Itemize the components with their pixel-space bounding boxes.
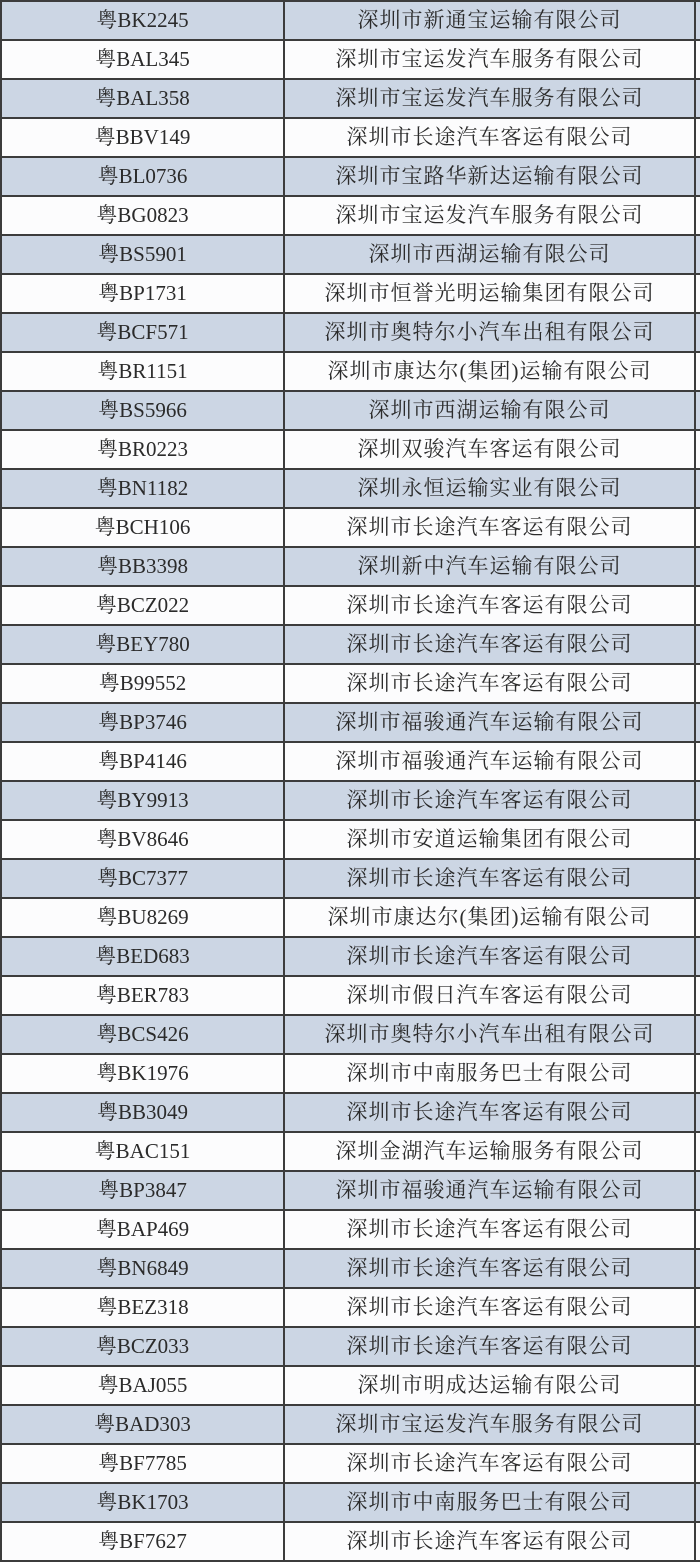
plate-cell: 粤BN6849 bbox=[0, 1250, 285, 1287]
plate-cell: 粤BP4146 bbox=[0, 743, 285, 780]
company-cell: 深圳市长途汽车客运有限公司 bbox=[285, 782, 696, 819]
company-cell: 深圳双骏汽车客运有限公司 bbox=[285, 431, 696, 468]
company-cell: 深圳市恒誉光明运输集团有限公司 bbox=[285, 275, 696, 312]
company-cell: 深圳市长途汽车客运有限公司 bbox=[285, 1094, 696, 1131]
table-row bbox=[0, 470, 700, 509]
table-row bbox=[0, 977, 700, 1016]
table-row bbox=[0, 158, 700, 197]
table-row bbox=[0, 353, 700, 392]
table-row bbox=[0, 899, 700, 938]
right-edge-sliver bbox=[696, 860, 700, 897]
right-edge-sliver bbox=[696, 704, 700, 741]
company-cell: 深圳市福骏通汽车运输有限公司 bbox=[285, 743, 696, 780]
plate-cell: 粤BF7785 bbox=[0, 1445, 285, 1482]
plate-cell: 粤BG0823 bbox=[0, 197, 285, 234]
plate-cell: 粤BAP469 bbox=[0, 1211, 285, 1248]
right-edge-sliver bbox=[696, 392, 700, 429]
plate-cell: 粤BCF571 bbox=[0, 314, 285, 351]
right-edge-sliver bbox=[696, 1016, 700, 1053]
right-edge-sliver bbox=[696, 938, 700, 975]
right-edge-sliver bbox=[696, 977, 700, 1014]
company-cell: 深圳市长途汽车客运有限公司 bbox=[285, 665, 696, 702]
company-cell: 深圳市宝路华新达运输有限公司 bbox=[285, 158, 696, 195]
company-cell: 深圳永恒运输实业有限公司 bbox=[285, 470, 696, 507]
right-edge-sliver bbox=[696, 236, 700, 273]
table-row bbox=[0, 236, 700, 275]
table-row bbox=[0, 80, 700, 119]
right-edge-sliver bbox=[696, 80, 700, 117]
company-cell: 深圳市奥特尔小汽车出租有限公司 bbox=[285, 314, 696, 351]
company-cell: 深圳市福骏通汽车运输有限公司 bbox=[285, 1172, 696, 1209]
right-edge-sliver bbox=[696, 1367, 700, 1404]
company-cell: 深圳市长途汽车客运有限公司 bbox=[285, 1328, 696, 1365]
table-row bbox=[0, 1445, 700, 1484]
plate-cell: 粤BP3847 bbox=[0, 1172, 285, 1209]
company-cell: 深圳市宝运发汽车服务有限公司 bbox=[285, 80, 696, 117]
right-edge-sliver bbox=[696, 821, 700, 858]
plate-cell: 粤BCZ033 bbox=[0, 1328, 285, 1365]
company-cell: 深圳市安道运输集团有限公司 bbox=[285, 821, 696, 858]
plate-cell: 粤BY9913 bbox=[0, 782, 285, 819]
table-row bbox=[0, 1211, 700, 1250]
right-edge-sliver bbox=[696, 1289, 700, 1326]
plate-cell: 粤BF7627 bbox=[0, 1523, 285, 1560]
company-cell: 深圳金湖汽车运输服务有限公司 bbox=[285, 1133, 696, 1170]
company-cell: 深圳市奥特尔小汽车出租有限公司 bbox=[285, 1016, 696, 1053]
company-cell: 深圳市西湖运输有限公司 bbox=[285, 392, 696, 429]
table-row bbox=[0, 743, 700, 782]
table-row bbox=[0, 860, 700, 899]
right-edge-sliver bbox=[696, 665, 700, 702]
table-row bbox=[0, 1055, 700, 1094]
company-cell: 深圳市福骏通汽车运输有限公司 bbox=[285, 704, 696, 741]
plate-cell: 粤BP3746 bbox=[0, 704, 285, 741]
right-edge-sliver bbox=[696, 1523, 700, 1560]
company-cell: 深圳市康达尔(集团)运输有限公司 bbox=[285, 353, 696, 390]
right-edge-sliver bbox=[696, 1211, 700, 1248]
plate-cell: 粤BEZ318 bbox=[0, 1289, 285, 1326]
right-edge-sliver bbox=[696, 782, 700, 819]
right-edge-sliver bbox=[696, 1250, 700, 1287]
right-edge-sliver bbox=[696, 1133, 700, 1170]
plate-cell: 粤BC7377 bbox=[0, 860, 285, 897]
table-row bbox=[0, 314, 700, 353]
plate-cell: 粤BL0736 bbox=[0, 158, 285, 195]
plate-cell: 粤BS5966 bbox=[0, 392, 285, 429]
right-edge-sliver bbox=[696, 1328, 700, 1365]
table-row bbox=[0, 1523, 700, 1562]
company-cell: 深圳市西湖运输有限公司 bbox=[285, 236, 696, 273]
table-row bbox=[0, 119, 700, 158]
company-cell: 深圳市长途汽车客运有限公司 bbox=[285, 860, 696, 897]
company-cell: 深圳市长途汽车客运有限公司 bbox=[285, 509, 696, 546]
plate-cell: 粤BED683 bbox=[0, 938, 285, 975]
table-row bbox=[0, 1328, 700, 1367]
right-edge-sliver bbox=[696, 470, 700, 507]
company-cell: 深圳市中南服务巴士有限公司 bbox=[285, 1484, 696, 1521]
company-cell: 深圳市宝运发汽车服务有限公司 bbox=[285, 41, 696, 78]
table-row bbox=[0, 431, 700, 470]
right-edge-sliver bbox=[696, 119, 700, 156]
table-row bbox=[0, 665, 700, 704]
plate-cell: 粤BCS426 bbox=[0, 1016, 285, 1053]
right-edge-sliver bbox=[696, 548, 700, 585]
plate-cell: 粤BU8269 bbox=[0, 899, 285, 936]
plate-cell: 粤B99552 bbox=[0, 665, 285, 702]
plate-cell: 粤BER783 bbox=[0, 977, 285, 1014]
plate-cell: 粤BAC151 bbox=[0, 1133, 285, 1170]
right-edge-sliver bbox=[696, 1406, 700, 1443]
table-row bbox=[0, 1367, 700, 1406]
company-cell: 深圳市假日汽车客运有限公司 bbox=[285, 977, 696, 1014]
plate-cell: 粤BK1703 bbox=[0, 1484, 285, 1521]
right-edge-sliver bbox=[696, 41, 700, 78]
plate-cell: 粤BK2245 bbox=[0, 2, 285, 39]
plate-cell: 粤BCH106 bbox=[0, 509, 285, 546]
table-row bbox=[0, 275, 700, 314]
right-edge-sliver bbox=[696, 275, 700, 312]
right-edge-sliver bbox=[696, 197, 700, 234]
table-row bbox=[0, 938, 700, 977]
plate-cell: 粤BV8646 bbox=[0, 821, 285, 858]
right-edge-sliver bbox=[696, 1484, 700, 1521]
table-row bbox=[0, 509, 700, 548]
table-row bbox=[0, 41, 700, 80]
plate-cell: 粤BAL345 bbox=[0, 41, 285, 78]
table-row bbox=[0, 626, 700, 665]
table-row bbox=[0, 1484, 700, 1523]
right-edge-sliver bbox=[696, 626, 700, 663]
table-row bbox=[0, 587, 700, 626]
right-edge-sliver bbox=[696, 743, 700, 780]
right-edge-sliver bbox=[696, 353, 700, 390]
right-edge-sliver bbox=[696, 431, 700, 468]
plate-cell: 粤BBV149 bbox=[0, 119, 285, 156]
table-row bbox=[0, 782, 700, 821]
company-cell: 深圳市长途汽车客运有限公司 bbox=[285, 1289, 696, 1326]
plate-cell: 粤BN1182 bbox=[0, 470, 285, 507]
right-edge-sliver bbox=[696, 2, 700, 39]
company-cell: 深圳市长途汽车客运有限公司 bbox=[285, 1523, 696, 1560]
plate-cell: 粤BEY780 bbox=[0, 626, 285, 663]
plate-cell: 粤BS5901 bbox=[0, 236, 285, 273]
plate-cell: 粤BR0223 bbox=[0, 431, 285, 468]
right-edge-sliver bbox=[696, 1055, 700, 1092]
table-row bbox=[0, 1172, 700, 1211]
table-row bbox=[0, 392, 700, 431]
company-cell: 深圳市长途汽车客运有限公司 bbox=[285, 587, 696, 624]
company-cell: 深圳市长途汽车客运有限公司 bbox=[285, 1250, 696, 1287]
company-cell: 深圳市长途汽车客运有限公司 bbox=[285, 1211, 696, 1248]
plate-cell: 粤BB3398 bbox=[0, 548, 285, 585]
company-cell: 深圳市明成达运输有限公司 bbox=[285, 1367, 696, 1404]
company-cell: 深圳市宝运发汽车服务有限公司 bbox=[285, 197, 696, 234]
table-row bbox=[0, 548, 700, 587]
plate-cell: 粤BP1731 bbox=[0, 275, 285, 312]
company-cell: 深圳市中南服务巴士有限公司 bbox=[285, 1055, 696, 1092]
company-cell: 深圳市新通宝运输有限公司 bbox=[285, 2, 696, 39]
table-row bbox=[0, 821, 700, 860]
right-edge-sliver bbox=[696, 587, 700, 624]
table-row bbox=[0, 704, 700, 743]
plate-cell: 粤BR1151 bbox=[0, 353, 285, 390]
company-cell: 深圳市长途汽车客运有限公司 bbox=[285, 1445, 696, 1482]
right-edge-sliver bbox=[696, 1172, 700, 1209]
plate-cell: 粤BAL358 bbox=[0, 80, 285, 117]
table-row bbox=[0, 2, 700, 41]
table-row bbox=[0, 1406, 700, 1445]
table-row bbox=[0, 197, 700, 236]
company-cell: 深圳市康达尔(集团)运输有限公司 bbox=[285, 899, 696, 936]
right-edge-sliver bbox=[696, 509, 700, 546]
table-row bbox=[0, 1250, 700, 1289]
table-row bbox=[0, 1016, 700, 1055]
table-row bbox=[0, 1289, 700, 1328]
right-edge-sliver bbox=[696, 1094, 700, 1131]
company-cell: 深圳市长途汽车客运有限公司 bbox=[285, 938, 696, 975]
company-cell: 深圳市长途汽车客运有限公司 bbox=[285, 119, 696, 156]
company-cell: 深圳新中汽车运输有限公司 bbox=[285, 548, 696, 585]
right-edge-sliver bbox=[696, 899, 700, 936]
right-edge-sliver bbox=[696, 314, 700, 351]
plate-cell: 粤BCZ022 bbox=[0, 587, 285, 624]
plate-cell: 粤BAD303 bbox=[0, 1406, 285, 1443]
table-row bbox=[0, 1133, 700, 1172]
plate-cell: 粤BB3049 bbox=[0, 1094, 285, 1131]
company-cell: 深圳市宝运发汽车服务有限公司 bbox=[285, 1406, 696, 1443]
plate-cell: 粤BK1976 bbox=[0, 1055, 285, 1092]
company-cell: 深圳市长途汽车客运有限公司 bbox=[285, 626, 696, 663]
plate-cell: 粤BAJ055 bbox=[0, 1367, 285, 1404]
table-row bbox=[0, 1094, 700, 1133]
right-edge-sliver bbox=[696, 1445, 700, 1482]
right-edge-sliver bbox=[696, 158, 700, 195]
